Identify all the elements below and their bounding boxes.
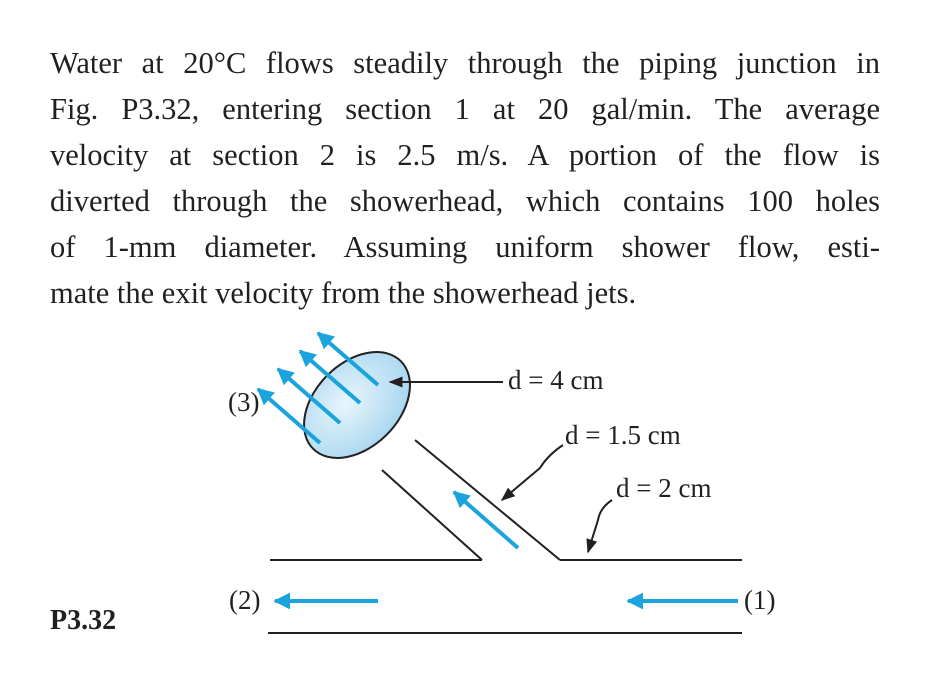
dim-main-label: d = 2 cm: [616, 473, 712, 503]
leader-main-diameter: [588, 500, 612, 552]
problem-line-2: Fig. P3.32, entering section 1 at 20 gal/min. The average: [50, 92, 880, 126]
dim-branch-label: d = 1.5 cm: [565, 420, 681, 450]
section-3-label: (3): [228, 387, 260, 417]
dim-showerhead-label: d = 4 cm: [508, 365, 604, 395]
section-1-label: (1): [744, 585, 776, 615]
branch-pipe-wall-upper: [415, 440, 560, 560]
leader-branch-diameter: [502, 445, 563, 500]
figure-tag: P3.32: [50, 605, 117, 636]
problem-line-3: velocity at section 2 is 2.5 m/s. A portion of the flow is: [50, 138, 880, 172]
problem-line-6: mate the exit velocity from the showerhead jets.: [50, 276, 637, 310]
problem-line-1: Water at 20°C flows steadily through the piping junction in: [50, 46, 880, 80]
problem-line-4: diverted through the showerhead, which contains 100 holes: [50, 184, 880, 218]
branch-flow-arrow: [454, 492, 518, 548]
problem-line-5: of 1-mm diameter. Assuming uniform shower flow, esti-: [50, 230, 880, 264]
section-2-label: (2): [229, 585, 261, 615]
